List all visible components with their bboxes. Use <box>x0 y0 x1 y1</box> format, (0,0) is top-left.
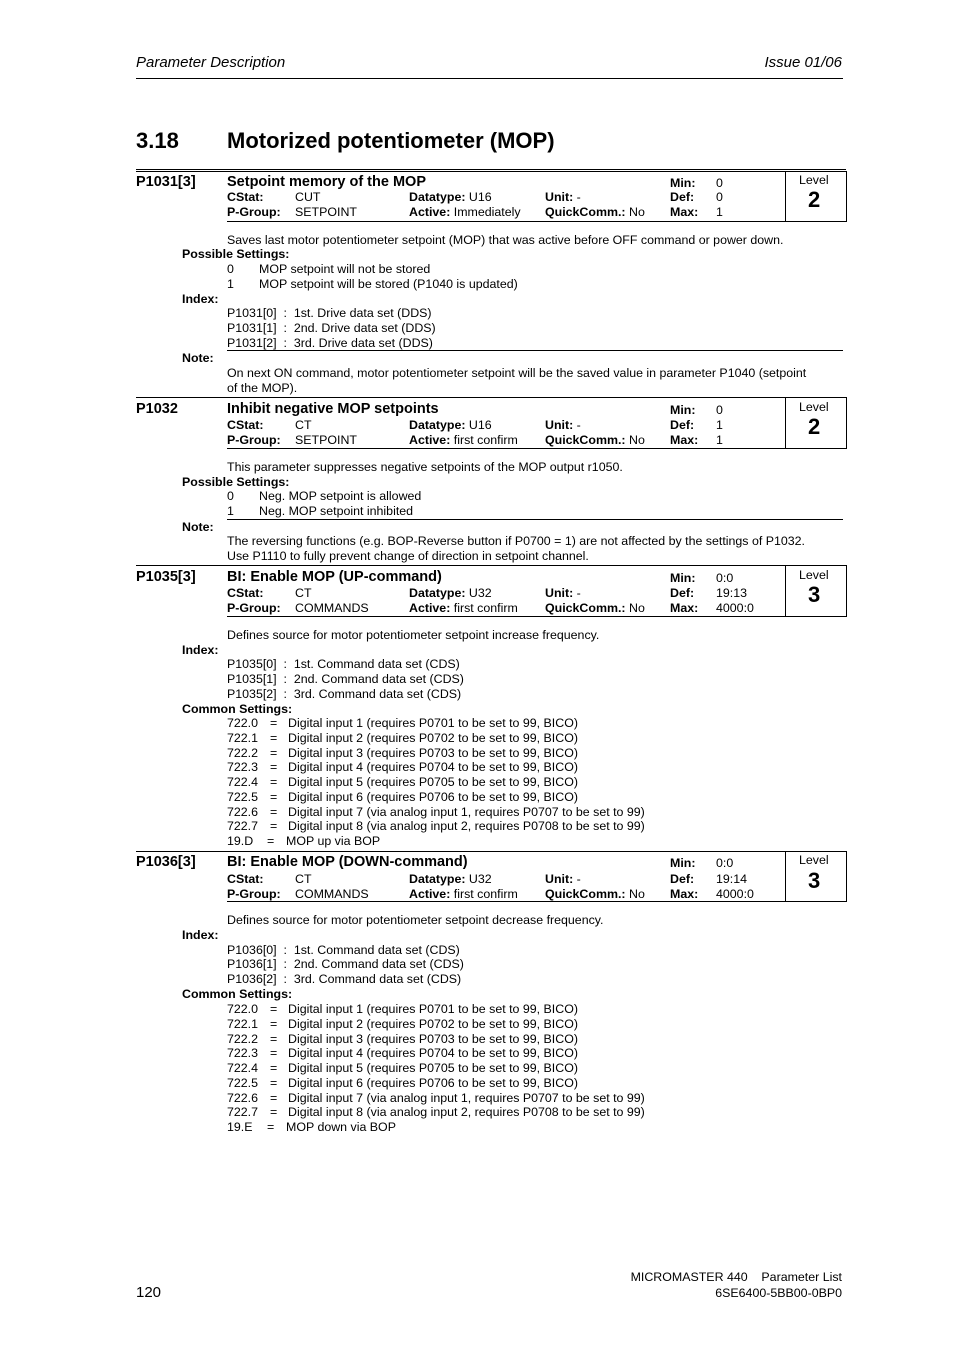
p1031-datatype-label: Datatype: <box>409 190 466 204</box>
p1036-unit-label: Unit: <box>545 872 574 886</box>
p1032-def: 1 <box>716 418 723 432</box>
p1032-min-label: Min: <box>670 403 696 417</box>
p1036-cstat: CT <box>295 872 312 886</box>
p1031-pgroup-label: P-Group: <box>227 205 281 219</box>
p1032-possible-label: Possible Settings: <box>182 475 290 489</box>
p1036-name: BI: Enable MOP (DOWN-command) <box>227 854 468 870</box>
p1032-level-label: Level <box>799 400 829 414</box>
p1036-min: 0:0 <box>716 856 734 870</box>
p1032-min: 0 <box>716 403 723 417</box>
p1031-max-label: Max: <box>670 205 699 219</box>
p1035-pgroup-label: P-Group: <box>227 601 281 615</box>
p1032-note-label: Note: <box>182 520 214 534</box>
p1035-common-val-7: Digital input 8 (via analog input 2, requires P0708 to be set to 99) <box>288 819 645 834</box>
p1035-cstat-label: CStat: <box>227 586 264 600</box>
p1035-index-val-2: 3rd. Command data set (CDS) <box>293 687 462 701</box>
p1031-unit-label: Unit: <box>545 190 574 204</box>
p1036-datatype: U32 <box>468 872 492 886</box>
p1031-pgroup: SETPOINT <box>295 205 357 219</box>
section-number: 3.18 <box>136 128 179 153</box>
p1036-active-label: Active: <box>409 887 451 901</box>
p1035-header-bottom <box>227 616 846 617</box>
p1035-active-label: Active: <box>409 601 451 615</box>
p1035-active: first confirm <box>453 601 518 615</box>
p1036-common-val-3: Digital input 4 (requires P0704 to be set to 99, BICO) <box>288 1046 578 1061</box>
p1031-note-line-2: of the MOP). <box>227 381 298 395</box>
p1032-def-label: Def: <box>670 418 695 432</box>
p1036-number: P1036[3] <box>136 854 196 870</box>
page-number: 120 <box>136 1284 162 1301</box>
p1036-common-val-0: Digital input 1 (requires P0701 to be set to 99, BICO) <box>288 1002 578 1016</box>
p1031-description: Saves last motor potentiometer setpoint (MOP) that was active before OFF command or power down. <box>227 233 784 247</box>
p1031-min: 0 <box>716 176 723 190</box>
p1031-level-label: Level <box>799 173 829 187</box>
p1031-note-rule <box>227 350 843 351</box>
p1032-cstat: CT <box>295 418 312 432</box>
p1036-pgroup-label: P-Group: <box>227 887 281 901</box>
p1035-common-val-5: Digital input 6 (requires P0706 to be set to 99, BICO) <box>288 789 578 804</box>
p1035-name: BI: Enable MOP (UP-command) <box>227 569 442 585</box>
p1035-def: 19:13 <box>716 586 748 600</box>
p1035-index-val-0: 1st. Command data set (CDS) <box>293 657 460 671</box>
p1036-unit: - <box>576 872 581 886</box>
p1031-possible-label: Possible Settings: <box>182 247 290 261</box>
p1035-min: 0:0 <box>716 571 734 585</box>
p1031-note-label: Note: <box>182 351 214 365</box>
p1036-max: 4000:0 <box>716 887 754 901</box>
p1036-index-key-2: P1036[2] <box>227 972 277 986</box>
p1036-header-bottom <box>227 901 846 902</box>
p1036-common-equals-5: = <box>270 1075 278 1090</box>
p1035-min-label: Min: <box>670 571 696 585</box>
p1035-common-equals-7: = <box>270 819 278 834</box>
p1035-pgroup: COMMANDS <box>295 601 369 615</box>
p1035-index-key-0: P1035[0] <box>227 657 277 671</box>
p1031-level: 2 <box>808 187 821 212</box>
p1035-cstat: CT <box>295 586 312 600</box>
p1035-common-key-5: 722.5 <box>227 789 259 804</box>
p1032-setting-key-1: 1 <box>227 504 234 518</box>
p1032-note-rule <box>227 519 843 520</box>
p1035-common-equals-1: = <box>270 730 278 745</box>
p1032-setting-val-0: Neg. MOP setpoint is allowed <box>259 489 422 503</box>
p1035-top-rule <box>136 565 846 566</box>
p1032-max: 1 <box>716 433 723 447</box>
p1031-setting-val-1: MOP setpoint will be stored (P1040 is updated) <box>259 277 518 291</box>
p1036-common-key-0: 722.0 <box>227 1002 259 1016</box>
p1031-setting-key-0: 0 <box>227 262 234 276</box>
p1031-index-val-1: 2nd. Drive data set (DDS) <box>293 321 436 335</box>
p1032-active-label: Active: <box>409 433 451 447</box>
p1032-number: P1032 <box>136 401 178 417</box>
p1035-common-key-6: 722.6 <box>227 804 259 819</box>
p1036-def-label: Def: <box>670 872 695 886</box>
p1032-pgroup-label: P-Group: <box>227 433 281 447</box>
footer-doc: Parameter List <box>761 1270 842 1284</box>
header-right: Issue 01/06 <box>764 54 842 71</box>
p1031-top-rule <box>136 169 846 170</box>
p1035-common-val-0: Digital input 1 (requires P0701 to be set to 99, BICO) <box>288 716 578 730</box>
p1035-common-equals-6: = <box>270 804 278 819</box>
p1031-quickcomm-label: QuickComm.: <box>545 205 626 219</box>
header-rule <box>136 78 843 79</box>
p1035-number: P1035[3] <box>136 569 196 585</box>
p1036-common-equals-8: = <box>267 1120 275 1134</box>
p1036-level: 3 <box>808 868 821 893</box>
p1036-common-key-1: 722.1 <box>227 1016 259 1031</box>
p1036-active: first confirm <box>453 887 518 901</box>
p1031-def-label: Def: <box>670 190 695 204</box>
p1035-common-key-4: 722.4 <box>227 775 259 789</box>
p1036-def: 19:14 <box>716 872 748 886</box>
p1036-common-equals-2: = <box>270 1031 278 1046</box>
p1036-common-val-5: Digital input 6 (requires P0706 to be set to 99, BICO) <box>288 1075 578 1090</box>
p1031-index-val-2: 3rd. Drive data set (DDS) <box>293 336 433 350</box>
p1031-number: P1031[3] <box>136 174 196 190</box>
p1031-datatype: U16 <box>468 190 492 204</box>
p1032-pgroup: SETPOINT <box>295 433 357 447</box>
p1032-setting-key-0: 0 <box>227 489 234 503</box>
p1032-unit: - <box>576 418 581 432</box>
p1036-index-val-2: 3rd. Command data set (CDS) <box>293 972 462 986</box>
p1031-min-label: Min: <box>670 176 696 190</box>
p1031-index-label: Index: <box>182 292 219 306</box>
p1031-cstat: CUT <box>295 190 321 204</box>
p1032-note-line-1: The reversing functions (e.g. BOP-Reverse button if P0700 = 1) are not affected by the settings of P1032. <box>227 534 805 548</box>
section-title: Motorized potentiometer (MOP) <box>227 128 555 153</box>
p1036-level-label: Level <box>799 853 829 867</box>
p1035-description: Defines source for motor potentiometer setpoint increase frequency. <box>227 628 600 642</box>
p1036-common-label: Common Settings: <box>182 987 293 1001</box>
p1036-common-equals-1: = <box>270 1016 278 1031</box>
p1036-common-val-2: Digital input 3 (requires P0703 to be set to 99, BICO) <box>288 1031 578 1046</box>
p1036-quickcomm: No <box>629 887 645 901</box>
p1036-common-equals-7: = <box>270 1105 278 1120</box>
p1036-max-label: Max: <box>670 887 699 901</box>
p1035-max-label: Max: <box>670 601 699 615</box>
p1032-cstat-label: CStat: <box>227 418 264 432</box>
p1036-cstat-label: CStat: <box>227 872 264 886</box>
p1035-common-equals-2: = <box>270 745 278 760</box>
p1036-common-val-1: Digital input 2 (requires P0702 to be set to 99, BICO) <box>288 1016 578 1031</box>
p1032-description: This parameter suppresses negative setpoints of the MOP output r1050. <box>227 460 623 474</box>
p1035-common-key-3: 722.3 <box>227 760 259 775</box>
p1031-header-bottom <box>227 221 846 222</box>
p1032-top-rule <box>136 397 846 398</box>
p1035-common-equals-5: = <box>270 789 278 804</box>
p1035-common-label: Common Settings: <box>182 702 293 716</box>
p1036-index-val-1: 2nd. Command data set (CDS) <box>293 957 464 971</box>
p1036-common-equals-6: = <box>270 1090 278 1105</box>
p1031-setting-val-0: MOP setpoint will not be stored <box>259 262 431 276</box>
header-left: Parameter Description <box>136 54 286 71</box>
p1035-quickcomm-label: QuickComm.: <box>545 601 626 615</box>
p1036-index-key-0: P1036[0] <box>227 943 277 957</box>
p1036-common-val-6: Digital input 7 (via analog input 1, requires P0707 to be set to 99) <box>288 1090 645 1105</box>
p1032-datatype: U16 <box>468 418 492 432</box>
p1036-index-key-1: P1036[1] <box>227 957 277 971</box>
p1035-common-key-1: 722.1 <box>227 730 259 745</box>
p1036-common-equals-3: = <box>270 1046 278 1061</box>
p1035-common-key-2: 722.2 <box>227 745 259 760</box>
p1035-common-equals-0: = <box>270 716 278 730</box>
p1036-common-key-2: 722.2 <box>227 1031 259 1046</box>
p1032-unit-label: Unit: <box>545 418 574 432</box>
p1036-datatype-label: Datatype: <box>409 872 466 886</box>
p1031-quickcomm: No <box>629 205 645 219</box>
footer-order-number: 6SE6400-5BB00-0BP0 <box>715 1286 842 1300</box>
p1035-index-val-1: 2nd. Command data set (CDS) <box>293 672 464 686</box>
p1032-quickcomm-label: QuickComm.: <box>545 433 626 447</box>
p1032-max-label: Max: <box>670 433 699 447</box>
p1035-common-equals-4: = <box>270 775 278 789</box>
p1032-quickcomm: No <box>629 433 645 447</box>
p1032-name: Inhibit negative MOP setpoints <box>227 401 439 417</box>
p1036-common-key-8: 19.E <box>227 1120 253 1134</box>
p1035-max: 4000:0 <box>716 601 754 615</box>
p1035-common-key-7: 722.7 <box>227 819 259 834</box>
p1032-note-line-2: Use P1110 to fully prevent change of direction in setpoint channel. <box>227 549 589 563</box>
p1031-index-key-0: P1031[0] <box>227 306 277 320</box>
p1031-unit: - <box>576 190 581 204</box>
p1035-common-val-8: MOP up via BOP <box>286 834 381 848</box>
p1032-level: 2 <box>808 414 821 439</box>
p1036-description: Defines source for motor potentiometer setpoint decrease frequency. <box>227 913 604 927</box>
p1031-active: Immediately <box>453 205 521 219</box>
p1035-def-label: Def: <box>670 586 695 600</box>
p1035-common-val-6: Digital input 7 (via analog input 1, requires P0707 to be set to 99) <box>288 804 645 819</box>
p1035-level-label: Level <box>799 568 829 582</box>
p1032-setting-val-1: Neg. MOP setpoint inhibited <box>259 504 414 518</box>
p1036-min-label: Min: <box>670 856 696 870</box>
p1035-common-key-8: 19.D <box>227 834 254 848</box>
p1035-index-label: Index: <box>182 643 219 657</box>
p1032-datatype-label: Datatype: <box>409 418 466 432</box>
p1035-datatype-label: Datatype: <box>409 586 466 600</box>
p1031-max: 1 <box>716 205 723 219</box>
p1031-active-label: Active: <box>409 205 451 219</box>
p1035-common-equals-3: = <box>270 760 278 775</box>
p1035-level: 3 <box>808 582 821 607</box>
p1031-setting-key-1: 1 <box>227 277 234 291</box>
p1031-note-line-1: On next ON command, motor potentiometer setpoint will be the saved value in parameter P1040 (setpoint <box>227 366 807 380</box>
p1032-active: first confirm <box>453 433 518 447</box>
p1036-common-key-3: 722.3 <box>227 1046 259 1061</box>
p1036-common-equals-0: = <box>270 1002 278 1016</box>
p1031-cstat-label: CStat: <box>227 190 264 204</box>
p1031-def: 0 <box>716 190 723 204</box>
p1035-common-key-0: 722.0 <box>227 716 259 730</box>
p1035-unit: - <box>576 586 581 600</box>
p1036-index-val-0: 1st. Command data set (CDS) <box>293 943 460 957</box>
p1032-header-bottom <box>227 448 846 449</box>
p1035-common-equals-8: = <box>267 834 275 848</box>
footer-product: MICROMASTER 440 <box>630 1270 748 1284</box>
p1031-index-val-0: 1st. Drive data set (DDS) <box>293 306 432 320</box>
p1035-common-val-3: Digital input 4 (requires P0704 to be set to 99, BICO) <box>288 760 578 775</box>
p1036-common-val-7: Digital input 8 (via analog input 2, requires P0708 to be set to 99) <box>288 1105 645 1120</box>
p1036-common-key-7: 722.7 <box>227 1105 259 1120</box>
p1036-quickcomm-label: QuickComm.: <box>545 887 626 901</box>
p1031-top-rule-2 <box>136 171 846 172</box>
p1036-common-val-4: Digital input 5 (requires P0705 to be set to 99, BICO) <box>288 1061 578 1075</box>
p1036-common-key-6: 722.6 <box>227 1090 259 1105</box>
p1036-common-val-8: MOP down via BOP <box>286 1120 396 1134</box>
p1031-name: Setpoint memory of the MOP <box>227 174 426 190</box>
p1036-common-key-5: 722.5 <box>227 1075 259 1090</box>
p1035-common-val-2: Digital input 3 (requires P0703 to be set to 99, BICO) <box>288 745 578 760</box>
p1036-pgroup: COMMANDS <box>295 887 369 901</box>
p1035-quickcomm: No <box>629 601 645 615</box>
p1035-unit-label: Unit: <box>545 586 574 600</box>
p1035-common-val-4: Digital input 5 (requires P0705 to be set to 99, BICO) <box>288 775 578 789</box>
p1035-common-val-1: Digital input 2 (requires P0702 to be set to 99, BICO) <box>288 730 578 745</box>
p1035-index-key-2: P1035[2] <box>227 687 277 701</box>
p1036-top-rule <box>136 851 846 852</box>
p1036-common-key-4: 722.4 <box>227 1061 259 1075</box>
p1035-datatype: U32 <box>468 586 492 600</box>
p1036-common-equals-4: = <box>270 1061 278 1075</box>
p1031-index-key-2: P1031[2] <box>227 336 277 350</box>
p1036-index-label: Index: <box>182 928 219 942</box>
p1031-index-key-1: P1031[1] <box>227 321 277 335</box>
p1035-index-key-1: P1035[1] <box>227 672 277 686</box>
